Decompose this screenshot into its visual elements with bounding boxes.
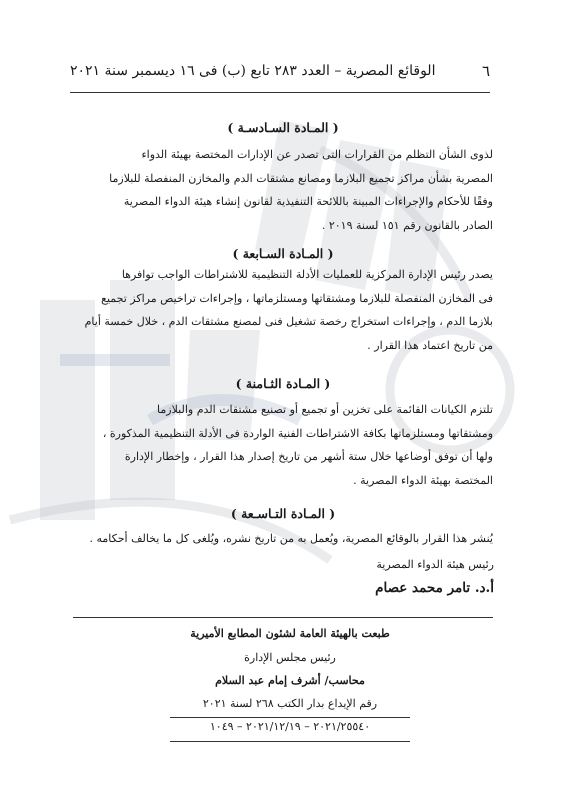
board-chair-name: محاسب/ أشرف إمام عبد السلام [215,674,365,687]
article-8-body [73,398,493,492]
board-chair-title: رئيس مجلس الإدارة [244,651,336,664]
imprint-divider [73,617,493,618]
article-7-line: من تاريخ اعتماد هذا القرار . [367,338,493,352]
print-serial: ٢٠٢١/٢٥٥٤٠ – ٢٠٢١/١٢/١٩ – ١٠٤٩ [209,720,371,733]
article-7-line: يصدر رئيس الإدارة المركزية للعمليات الأدلة التنظيمية للاشتراطات الواجب توافرها [121,268,493,281]
article-9-body [73,527,493,551]
article-8-line: ومشتقاتها ومستلزماتها بكافة الاشتراطات الفنية الواردة فى الأدلة التنظيمية المذكورة ، [102,426,493,440]
article-9-title: ( المـادة التـاسـعة ) [230,506,336,521]
article-6-line: المصرية بشأن مراكز تجميع البلازما ومصانع مشتقات الدم والمخازن المنفصلة للبلازما [109,171,493,185]
signer-title: رئيس هيئة الدواء المصرية [376,558,494,571]
deposit-number: رقم الإيداع بدار الكتب ٢٦٨ لسنة ٢٠٢١ [202,697,378,710]
article-7-line: بلازما الدم ، وإجراءات استخراج رخصة تشغيل فنى لمصنع مشتقات الدم ، خلال خمسة أيام [84,315,493,328]
imprint-inner-divider [170,717,410,718]
article-8-title: ( المـادة الثـامنة ) [235,376,331,391]
article-8-line: المختصة بهيئة الدواء المصرية . [353,473,493,487]
article-6-line: لذوى الشأن التظلم من القرارات التى تصدر عن الإدارات المختصة بهيئة الدواء [141,148,493,161]
header-divider [70,92,490,93]
article-7-body [73,263,493,357]
article-6-line: وفقًا للأحكام والإجراءات المبينة باللائحة التنفيذية لقانون إنشاء هيئة الدواء المصرية [123,195,493,208]
article-8-line: تلتزم الكيانات القائمة على تخزين أو تجميع أو تصنيع مشتقات الدم والبلازما [157,403,493,416]
article-6-title: ( المـادة السـادسـة ) [227,120,339,135]
imprint-bottom-divider [170,741,410,742]
article-7-line: فى المخازن المنفصلة للبلازما ومشتقاتها ومستلزماتها ، وإجراءات تراخيص مراكز تجميع [101,291,493,305]
article-7-title: ( المـادة السـابعة ) [232,246,334,261]
running-title: الوقائع المصرية – العدد ٢٨٣ تابع (ب) فى ١٦ ديسمبر سنة ٢٠٢١ [70,63,436,79]
running-header [70,58,490,84]
signer-name: أ.د. تامر محمد عصام [375,580,494,596]
page-number: ٦ [481,62,490,80]
article-6-body [73,143,493,237]
article-6-line: الصادر بالقانون رقم ١٥١ لسنة ٢٠١٩ . [321,218,493,232]
printer-line: طبعت بالهيئة العامة لشئون المطابع الأميرية [190,627,390,640]
article-8-line: ولها أن توفق أوضاعها خلال ستة أشهر من تاريخ إصدار هذا القرار ، وإخطار الإدارة [124,450,493,463]
article-9-line: يُنشر هذا القرار بالوقائع المصرية، ويُعمل به من تاريخ نشره، ويُلغى كل ما يخالف أحكامه . [89,532,493,545]
